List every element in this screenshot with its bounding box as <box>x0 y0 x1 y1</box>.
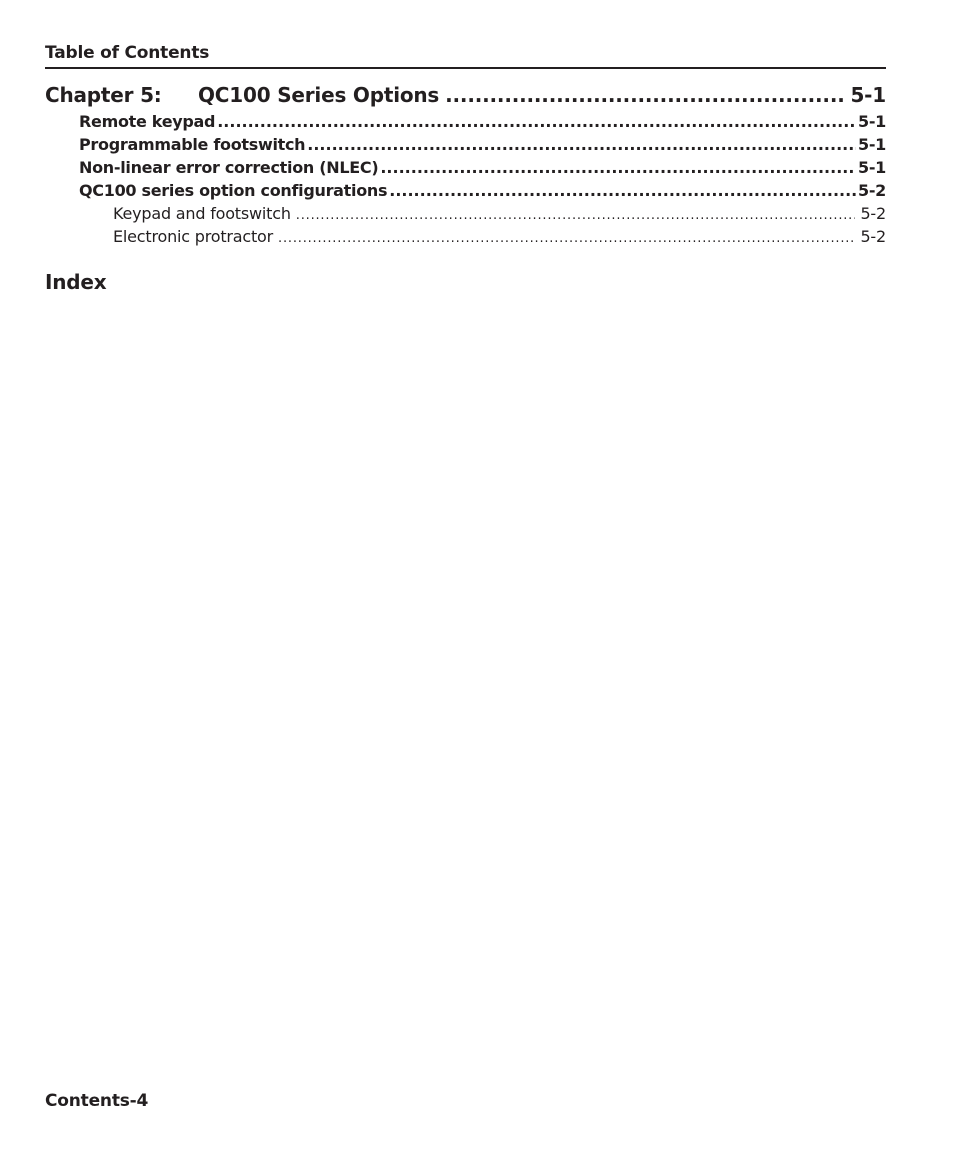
chapter-label <box>45 80 439 110</box>
page-footer-label: Contents-4 <box>45 1091 149 1111</box>
toc-chapter-entry[interactable] <box>45 80 886 110</box>
section-page-number: 5-1 <box>857 135 886 154</box>
toc-subsection-entry[interactable] <box>45 225 886 248</box>
chapter-number: Chapter 5: <box>45 83 162 107</box>
section-page-number: 5-1 <box>857 112 886 131</box>
section-title: Programmable footswitch <box>79 135 306 154</box>
dot-leader <box>278 227 855 248</box>
toc-section-entry[interactable] <box>45 133 886 156</box>
running-header <box>45 42 886 69</box>
section-title: Remote keypad <box>79 112 216 131</box>
section-page-number: 5-2 <box>857 181 886 200</box>
section-title: QC100 series option configurations <box>79 181 388 200</box>
subsection-title: Electronic protractor <box>113 227 274 246</box>
toc-section-entry[interactable] <box>45 156 886 179</box>
subsection-title: Keypad and footswitch <box>113 204 291 223</box>
toc-section-entry[interactable] <box>45 110 886 133</box>
chapter-title: QC100 Series Options <box>198 83 440 107</box>
index-heading[interactable]: Index <box>45 270 107 294</box>
table-of-contents <box>45 80 886 248</box>
header-title: Table of Contents <box>45 43 210 63</box>
subsection-page-number: 5-2 <box>860 227 886 246</box>
dot-leader <box>389 179 856 202</box>
chapter-page-number: 5-1 <box>850 83 886 107</box>
section-title: Non-linear error correction (NLEC) <box>79 158 379 177</box>
dot-leader <box>217 110 856 133</box>
section-page-number: 5-1 <box>857 158 886 177</box>
toc-subsection-entry[interactable] <box>45 202 886 225</box>
dot-leader <box>296 204 856 225</box>
dot-leader <box>380 156 856 179</box>
subsection-page-number: 5-2 <box>860 204 886 223</box>
dot-leader <box>445 80 844 110</box>
dot-leader <box>307 133 856 156</box>
toc-section-entry[interactable] <box>45 179 886 202</box>
